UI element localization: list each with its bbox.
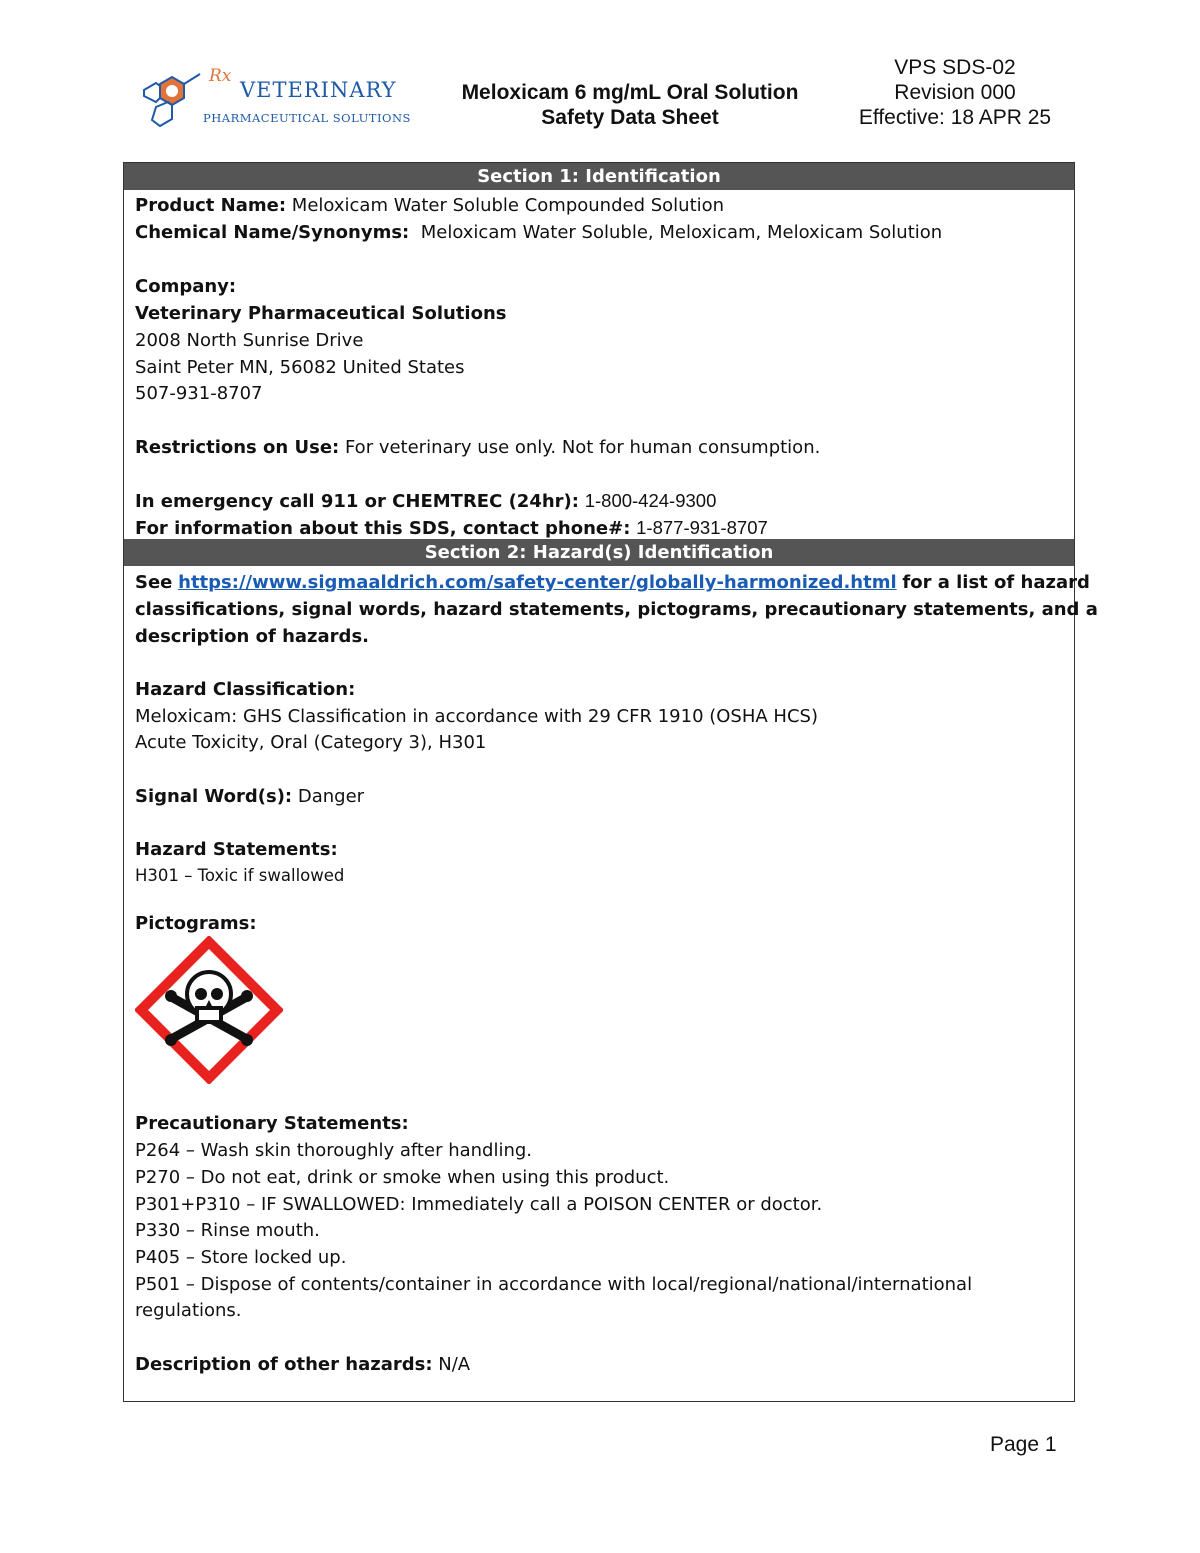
classification-label: Hazard Classification: [135, 679, 356, 700]
company-logo [138, 62, 418, 140]
precautionary-item: P301+P310 – IF SWALLOWED: Immediately call a POISON CENTER or doctor. [135, 1194, 823, 1215]
see-prefix: See [135, 572, 173, 593]
title-line-1: Meloxicam 6 mg/mL Oral Solution [461, 81, 799, 104]
section-2-heading: Section 2: Hazard(s) Identification [124, 539, 1074, 566]
document-title [440, 80, 820, 130]
product-name-value: Meloxicam Water Soluble Compounded Solution [291, 195, 725, 216]
company-label: Company: [135, 276, 237, 297]
logo-brand-name: VETERINARY [240, 78, 397, 102]
skull-crossbones-icon [135, 936, 283, 1084]
molecule-logo-icon [138, 62, 208, 140]
document-meta [845, 55, 1065, 130]
document-header [0, 0, 1200, 160]
company-phone: 507-931-8707 [135, 383, 263, 404]
see-row-2: classifications, signal words, hazard statements, pictograms, precautionary statements, and a [135, 599, 1098, 620]
logo-subtitle: PHARMACEUTICAL SOLUTIONS [203, 111, 411, 125]
chemical-name-label: Chemical Name/Synonyms: [135, 222, 410, 243]
signal-label: Signal Word(s): [135, 786, 293, 807]
doc-id: VPS SDS-02 [894, 56, 1016, 79]
precautionary-label: Precautionary Statements: [135, 1113, 409, 1134]
effective-date: Effective: 18 APR 25 [858, 106, 1052, 129]
section-1-heading: Section 1: Identification [124, 163, 1074, 190]
hazard-statement-1: H301 – Toxic if swallowed [135, 866, 345, 885]
ghs-link[interactable]: https://www.sigmaaldrich.com/safety-center/globally-harmonized.html [178, 572, 897, 593]
logo-rx: Rx [209, 66, 232, 86]
company-name: Veterinary Pharmaceutical Solutions [135, 303, 507, 324]
emergency-row [135, 487, 1065, 515]
restrictions-value: For veterinary use only. Not for human consumption. [344, 437, 821, 458]
revision: Revision 000 [894, 81, 1016, 104]
precautionary-item: P405 – Store locked up. [135, 1247, 347, 1268]
info-label: For information about this SDS, contact phone#: [135, 518, 631, 539]
see-row-3: description of hazards. [135, 626, 369, 647]
precautionary-item: P270 – Do not eat, drink or smoke when using this product. [135, 1167, 670, 1188]
classification-line-2: Acute Toxicity, Oral (Category 3), H301 [135, 732, 487, 753]
precautionary-item: regulations. [135, 1300, 242, 1321]
title-line-2: Safety Data Sheet [541, 106, 719, 129]
other-hazards-value: N/A [438, 1354, 471, 1375]
signal-row [135, 783, 1065, 810]
see-suffix: for a list of hazard [902, 572, 1090, 593]
other-hazards-label: Description of other hazards: [135, 1354, 433, 1375]
precautionary-item: P501 – Dispose of contents/container in accordance with local/regional/national/international [135, 1274, 973, 1295]
product-name-row [135, 192, 1065, 219]
emergency-label: In emergency call 911 or CHEMTREC (24hr): [135, 491, 579, 512]
classification-line-1: Meloxicam: GHS Classification in accordance with 29 CFR 1910 (OSHA HCS) [135, 706, 818, 727]
restrictions-row [135, 434, 1065, 461]
info-phone: 1-877-931-8707 [636, 517, 768, 538]
see-row [135, 569, 1090, 596]
precautionary-item: P264 – Wash skin thoroughly after handling. [135, 1140, 533, 1161]
chemical-name-row [135, 219, 1065, 246]
statements-label: Hazard Statements: [135, 839, 338, 860]
company-address-2: Saint Peter MN, 56082 United States [135, 357, 465, 378]
signal-value: Danger [297, 786, 365, 807]
page-number: Page 1 [990, 1433, 1057, 1456]
emergency-phone: 1-800-424-9300 [584, 490, 717, 511]
product-name-label: Product Name: [135, 195, 287, 216]
restrictions-label: Restrictions on Use: [135, 437, 340, 458]
other-hazards-row [135, 1351, 1065, 1378]
chemical-name-value: Meloxicam Water Soluble, Meloxicam, Meloxicam Solution [420, 222, 943, 243]
precautionary-item: P330 – Rinse mouth. [135, 1220, 320, 1241]
info-row [135, 514, 1065, 542]
company-address-1: 2008 North Sunrise Drive [135, 330, 364, 351]
sds-content [123, 162, 1098, 1402]
pictograms-label: Pictograms: [135, 913, 257, 934]
